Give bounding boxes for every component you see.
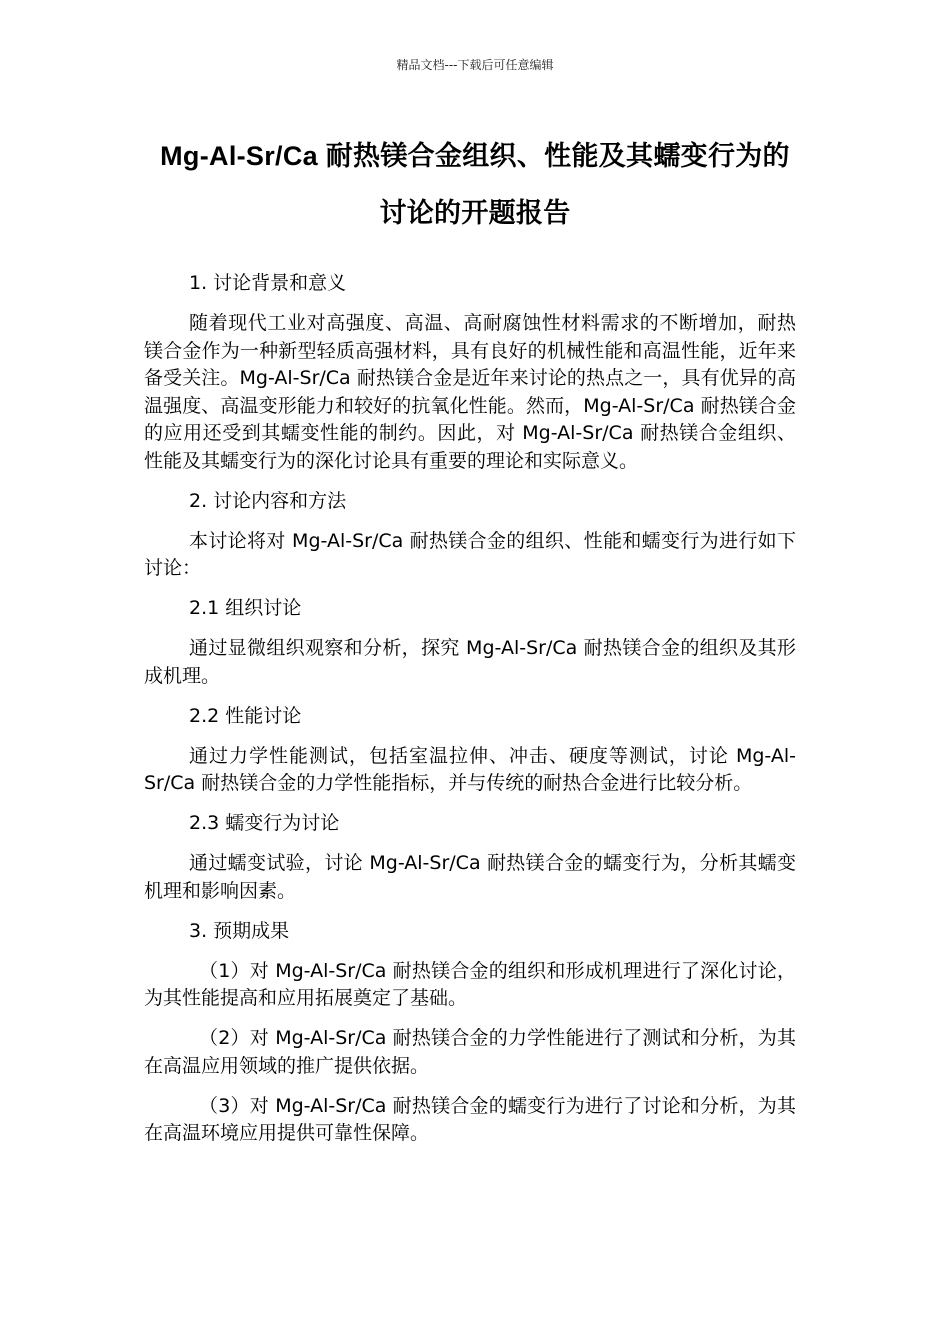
expected-result-item-1: （1）对 Mg-Al-Sr/Ca 耐热镁合金的组织和形成机理进行了深化讨论，为其性能提高和应用拓展奠定了基础。 [144,959,796,1009]
section-2-1-paragraph: 通过显微组织观察和分析，探究 Mg-Al-Sr/Ca 耐热镁合金的组织及其形成机理。 [144,637,796,687]
expected-result-item-2: （2）对 Mg-Al-Sr/Ca 耐热镁合金的力学性能进行了测试和分析，为其在高温应用领域的推广提供依据。 [144,1027,796,1077]
section-1-heading: 1. 讨论背景和意义 [189,272,347,294]
document-body [144,270,796,1160]
document-title-line-2: 讨论的开题报告 [379,198,571,228]
section-2-1-heading: 2.1 组织讨论 [189,597,302,619]
section-1-paragraph: 随着现代工业对高强度、高温、高耐腐蚀性材料需求的不断增加，耐热镁合金作为一种新型轻质高强材料，具有良好的机械性能和高温性能，近年来备受关注。Mg-Al-Sr/Ca 耐热镁合金是近年来讨论的热点之一，具有优异的高温强度、高温变形能力和较好的抗氧化性能。然而，Mg-Al-Sr/Ca 耐热镁合金的应用还受到其蠕变性能的制约。因此，对 Mg-Al-Sr/Ca 耐热镁合金组织、性能及其蠕变行为的深化讨论具有重要的理论和实际意义。 [144,312,796,472]
section-2-3-paragraph: 通过蠕变试验，讨论 Mg-Al-Sr/Ca 耐热镁合金的蠕变行为，分析其蠕变机理和影响因素。 [144,852,796,902]
section-2-3-heading: 2.3 蠕变行为讨论 [189,812,340,834]
document-title-line-1: Mg-Al-Sr/Ca 耐热镁合金组织、性能及其蠕变行为的 [160,141,790,171]
section-2-2-paragraph: 通过力学性能测试，包括室温拉伸、冲击、硬度等测试，讨论 Mg-Al-Sr/Ca 耐热镁合金的力学性能指标，并与传统的耐热合金进行比较分析。 [144,744,796,794]
section-2-heading: 2. 讨论内容和方法 [189,489,347,512]
expected-result-item-3: （3）对 Mg-Al-Sr/Ca 耐热镁合金的蠕变行为进行了讨论和分析，为其在高温环境应用提供可靠性保障。 [144,1094,796,1144]
header-note: 精品文档---下载后可任意编辑 [396,58,554,72]
section-2-paragraph: 本讨论将对 Mg-Al-Sr/Ca 耐热镁合金的组织、性能和蠕变行为进行如下讨论： [144,529,796,579]
section-3-heading: 3. 预期成果 [189,919,290,942]
section-2-2-heading: 2.2 性能讨论 [189,704,302,727]
